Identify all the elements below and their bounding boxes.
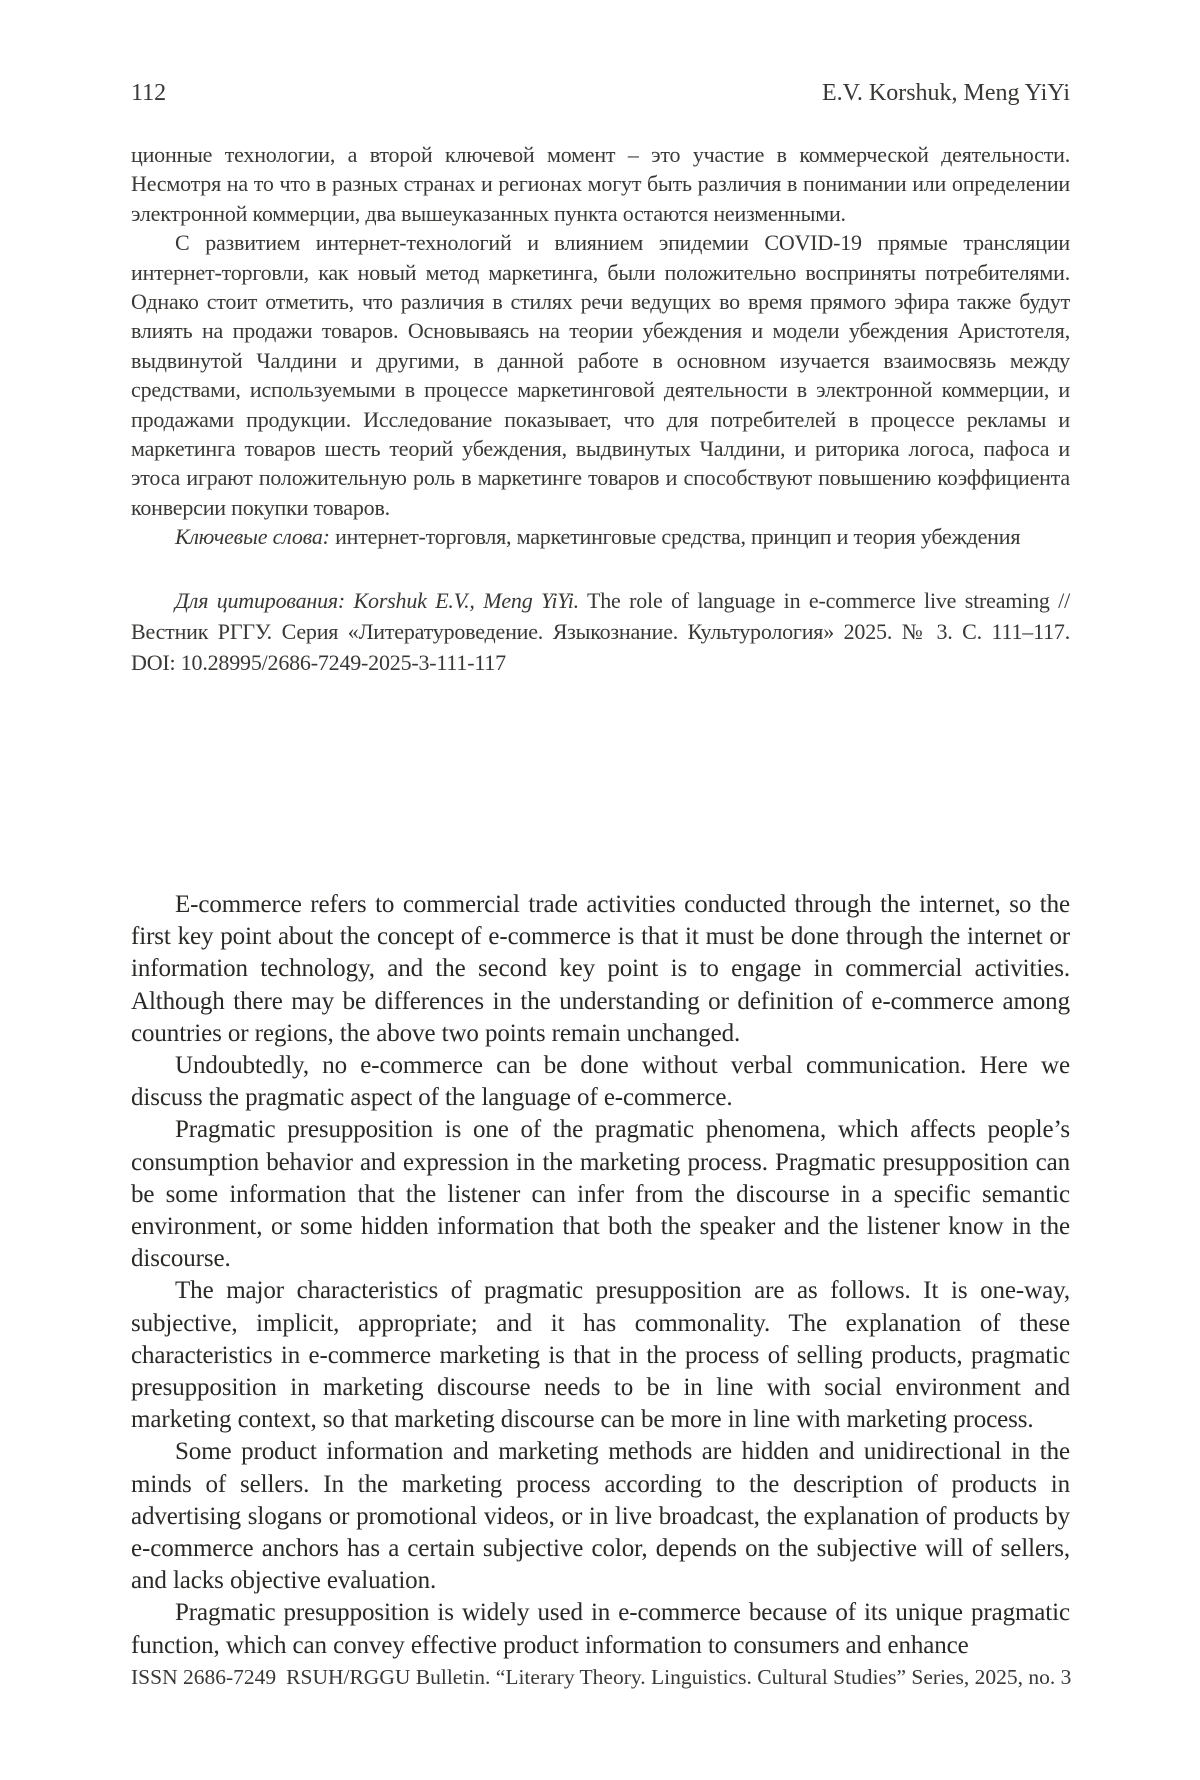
citation-block <box>131 585 1070 678</box>
keywords-text: интернет-торговля, маркетинговые средства, принцип и теория убеждения <box>335 524 1021 550</box>
running-head-authors: E.V. Korshuk, Meng YiYi <box>821 80 1070 106</box>
abstract-and-citation-zone <box>131 140 1070 889</box>
keywords-line <box>131 522 1070 551</box>
citation-authors: Korshuk E.V., Meng YiYi. <box>353 587 579 613</box>
body-paragraph: The major characteristics of pragmatic presupposition are as follows. It is one-way, subjective, implicit, appropriate; and it has commonality. The explanation of these characteristics in e-commerce marketing is that in the process of selling products, pragmatic presupposition in marketing discourse needs to be in line with social environment and marketing context, so that marketing discourse can be more in line with marketing process. <box>131 1277 1070 1434</box>
body-paragraph: Pragmatic presupposition is widely used in e-commerce because of its unique pragmatic function, which can convey effective product information to consumers and enhance <box>131 1599 1070 1659</box>
body-paragraph: Undoubtedly, no e-commerce can be done without verbal communication. Here we discuss the pragmatic aspect of the language of e-commerce. <box>131 1052 1070 1112</box>
abstract-paragraph: С развитием интернет-технологий и влиянием эпидемии COVID-19 прямые трансляции интернет-торговли, как новый метод маркетинга, были положительно восприняты потребителями. Однако стоит отметить, что различия в стилях речи ведущих во время прямого эфира также будут влиять на продажи товаров. Основываясь на теории убеждения и модели убеждения Аристотеля, выдвинутой Чалдини и другими, в данной работе в основном изучается взаимосвязь между средствами, используемыми в процессе маркетинговой деятельности в электронной коммерции, и продажами продукции. Исследование показывает, что для потребителей в процессе рекламы и маркетинга товаров шесть теорий убеждения, выдвинутых Чалдини, и риторика логоса, пафоса и этоса играют положительную роль в маркетинге товаров и способствуют повышению коэффициента конверсии покупки товаров. <box>131 230 1070 520</box>
abstract-paragraph-continuation: ционные технологии, а второй ключевой момент – это участие в коммерческой деятельности. Несмотря на то что в разных странах и регионах могут быть различия в понимании или определении электронной коммерции, два вышеуказанных пункта остаются неизменными. <box>131 142 1070 226</box>
body-paragraph: E-commerce refers to commercial trade activities conducted through the internet, so the first key point about the concept of e-commerce is that it must be done through the internet or information technology, and the second key point is to engage in commercial activities. Although there may be differences in the understanding or definition of e-commerce among countries or regions, the above two points remain unchanged. <box>131 891 1070 1047</box>
body-english <box>131 889 1070 1662</box>
page-header <box>131 80 1070 106</box>
page-footer <box>131 1664 1070 1690</box>
footer-journal-title: RSUH/RGGU Bulletin. “Literary Theory. Linguistics. Cultural Studies” Series, 2025, no. 3 <box>286 1665 1072 1689</box>
abstract-russian <box>131 140 1070 678</box>
citation-text: The role of language in e-commerce live streaming // Вестник РГГУ. Серия «Литературоведение. Языкознание. Культурология» 2025. № 3. С. 111–117. DOI: 10.28995/2686-7249-2025-3-111-117 <box>131 587 1070 675</box>
citation-label: Для цитирования: <box>175 587 346 613</box>
footer-issn: ISSN 2686-7249 <box>131 1665 277 1689</box>
body-paragraph: Some product information and marketing methods are hidden and unidirectional in the minds of sellers. In the marketing process according to the description of products in advertising slogans or promotional videos, or in live broadcast, the explanation of products by e-commerce anchors has a certain subjective color, depends on the subjective will of sellers, and lacks objective evaluation. <box>131 1438 1070 1595</box>
keywords-label: Ключевые слова: <box>175 524 330 550</box>
page-number: 112 <box>131 80 167 106</box>
body-paragraph: Pragmatic presupposition is one of the pragmatic phenomena, which affects people’s consumption behavior and expression in the marketing process. Pragmatic presupposition can be some information that the listener can infer from the discourse in a specific semantic environment, or some hidden information that both the speaker and the listener know in the discourse. <box>131 1116 1070 1273</box>
page-column <box>131 0 1070 1662</box>
